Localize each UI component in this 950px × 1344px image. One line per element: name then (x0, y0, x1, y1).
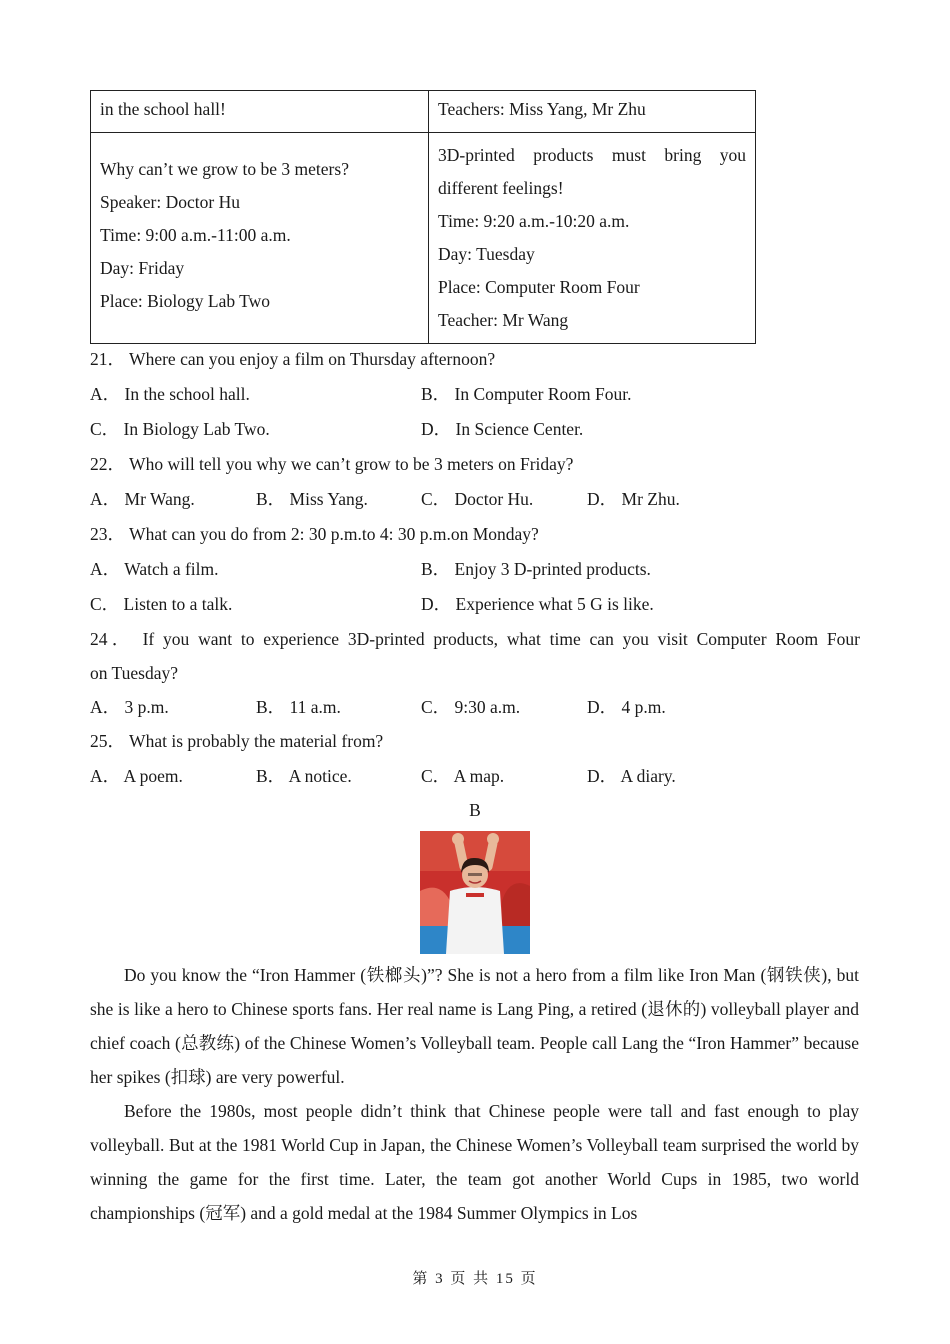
option-a: A． Watch a film. (90, 559, 219, 579)
cell-text: Teachers: Miss Yang, Mr Zhu (438, 99, 646, 119)
event-title-line2: different feelings! (438, 178, 564, 198)
option-b: B． A notice. (256, 766, 352, 786)
question-21 (90, 342, 860, 447)
passage-paragraph-2: Before the 1980s, most people didn’t think that Chinese people were tall and fast enough to play volleyball. But at the 1981 World Cup in Japan, the Chinese Women’s Volleyball team surprised the world by winning the game for the first time. Later, the team got another World Cups in 1985, two world championships (冠军) and a gold medal at the 1984 Summer Olympics in Los (90, 1101, 859, 1223)
option-b: B． 11 a.m. (256, 697, 341, 717)
option-a: A． In the school hall. (90, 384, 250, 404)
option-b: B． In Computer Room Four. (421, 384, 632, 404)
option-row (90, 482, 860, 517)
option-a: A． A poem. (90, 766, 183, 786)
passage-paragraph-1: Do you know the “Iron Hammer (铁榔头)”? She is not a hero from a film like Iron Man (钢铁侠), but she is like a hero to Chinese sports fans. Her real name is Lang Ping, a retired (退休的) volleyball player and chief coach (总教练) of the Chinese Women’s Volleyball team. People call Lang the “Iron Hammer” because her spikes (扣球) are very powerful. (90, 965, 859, 1087)
option-d: D． In Science Center. (421, 419, 584, 439)
option-d: D． Mr Zhu. (587, 489, 680, 509)
talk-day: Day: Friday (100, 258, 185, 278)
table-row (91, 133, 756, 344)
event-day: Day: Tuesday (438, 244, 535, 264)
option-c: C． Doctor Hu. (421, 489, 534, 509)
option-d: D． A diary. (587, 766, 676, 786)
table-row (91, 91, 756, 133)
event-title-line1: 3D-printed products must bring you (438, 145, 746, 165)
option-row (90, 587, 860, 622)
table-cell (91, 91, 429, 133)
talk-speaker: Speaker: Doctor Hu (100, 192, 240, 212)
question-stem: 21． Where can you enjoy a film on Thursday afternoon? (90, 349, 496, 369)
question-25 (90, 724, 860, 794)
question-23 (90, 517, 860, 622)
talk-place: Place: Biology Lab Two (100, 291, 271, 311)
option-row (90, 690, 860, 725)
question-stem: 23． What can you do from 2: 30 p.m.to 4: 30 p.m.on Monday? (90, 524, 539, 544)
option-row (90, 552, 860, 587)
option-b: B． Enjoy 3 D-printed products. (421, 559, 651, 579)
option-row (90, 412, 860, 447)
talk-time: Time: 9:00 a.m.-11:00 a.m. (100, 225, 291, 245)
question-stem-line2: on Tuesday? (90, 663, 178, 683)
coach-photo (420, 831, 530, 954)
cell-text: in the school hall! (100, 99, 226, 119)
option-row (90, 759, 860, 794)
event-time: Time: 9:20 a.m.-10:20 a.m. (438, 211, 630, 231)
option-a: A． 3 p.m. (90, 697, 169, 717)
option-row (90, 377, 860, 412)
reading-passage (90, 958, 859, 1230)
question-stem-line1: 24． If you want to experience 3D-printed products, what time can you visit Computer Room Four (90, 629, 860, 649)
option-b: B． Miss Yang. (256, 489, 368, 509)
talk-title: Why can’t we grow to be 3 meters? (100, 159, 349, 179)
option-c: C． 9:30 a.m. (421, 697, 521, 717)
question-stem: 25． What is probably the material from? (90, 731, 384, 751)
event-table (90, 90, 756, 344)
option-c: C． Listen to a talk. (90, 594, 233, 614)
page-footer: 第 3 页 共 15 页 (412, 1271, 538, 1287)
option-d: D． 4 p.m. (587, 697, 666, 717)
section-label: B (469, 800, 481, 820)
table-cell (91, 133, 429, 344)
event-place: Place: Computer Room Four (438, 277, 640, 297)
question-24 (90, 622, 860, 725)
table-cell (429, 133, 756, 344)
question-22 (90, 447, 860, 517)
event-teacher: Teacher: Mr Wang (438, 310, 569, 330)
option-c: C． A map. (421, 766, 505, 786)
question-stem: 22． Who will tell you why we can’t grow to be 3 meters on Friday? (90, 454, 574, 474)
option-d: D． Experience what 5 G is like. (421, 594, 654, 614)
table-cell (429, 91, 756, 133)
option-c: C． In Biology Lab Two. (90, 419, 270, 439)
coach-photo-image (420, 831, 530, 954)
option-a: A． Mr Wang. (90, 489, 195, 509)
